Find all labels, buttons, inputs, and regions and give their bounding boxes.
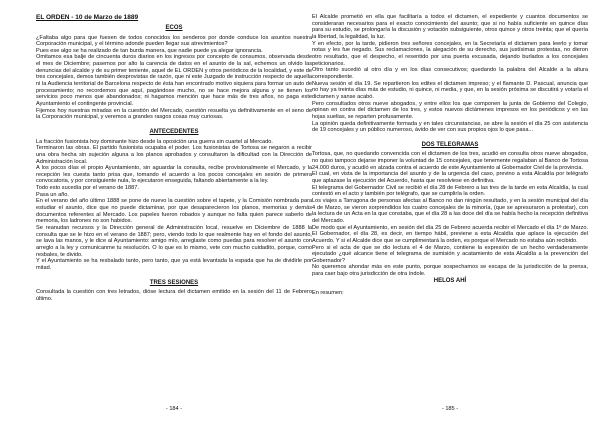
paragraph: Los viajes a Tarragona de personas afectas al Banco no dan ningún resultado, y en la sesión municipal del día 4 de Marzo, se vieron sorprendidos los cuatro concejales de la minoría, (que se apresuraron a protestar), con la lectura de un Acta en la que constaba, que el día 28 a las doce del día se había hecho la recepción definitiva del Mercado.	[312, 197, 588, 224]
paragraph: La fracción fusionista hoy dominante hizo desde la oposición una guerra sin cuartel al Mercado.	[36, 138, 273, 145]
paragraph: El telegrama del Gobernador Civil se recibió el día 28 de Febrero a las tres de la tarde en esta Alcaldía, la cual contestó en el acto y también por telégrafo, que se cumpliría la orden.	[312, 184, 588, 198]
paragraph: Y el Ayuntamiento se ha resbalado tanto, pero tanto, que ya está levantada la espada que ha de dividirle por mitad.	[36, 258, 312, 271]
paragraph: La opinión queda definitivamente formada y en tales circunstancias, se abre la sesión el día 25 con asistencia de 19 concejales y un público numeroso, ávido de ver con sus propios ojos lo que pasa...	[312, 120, 588, 134]
section-heading-helos-ahi: HELOS AHÍ	[433, 277, 467, 284]
right-page	[312, 0, 588, 424]
paragraph: De modo que el Ayuntamiento, en sesión del día 25 de Febrero acuerda recibir el Mercado el día 1º de Marzo. El Gobernador, el día 28, es decir, en tiempo hábil, previene a esta Alcaldía que aplace la ejecución del Acuerdo. Y si el Alcalde dice que se cumplimentará la orden, es porque el Mercado no estaba aún recibido.	[312, 224, 588, 244]
paragraph: Nueva sesión el día 19. Se repartieron los edites el dictamen impreso; y el flamante D. Pascual, anuncia que no hay ya treinta días más de estudio, ni quince, ni media, y que, en la sesión próxima se discutirá y votaría el dictamen y sanse acabó.	[312, 80, 588, 100]
paragraph: Todo esto sucedía por el verano de 1887.	[36, 185, 139, 192]
page-number: - 184 -	[165, 406, 183, 412]
paragraph: Se reanudan recursos y la Dirección general de Administración local, resuelve en Diciembre de 1888 la consulta que se le hizo en el verano de 1887; pero, viendo todo lo que realmente hay en el fondo del asunto, se lava las manos, y le dice al Ayuntamiento: amigo mío, arreglaste como puedas para resolver el asunto con arreglo a la ley y comunicanme tu resolución. O lo que es lo mismo, vete con mucho cuidadito, porque, como resbales, te divido.	[36, 225, 312, 258]
paragraph: A los pocos días el propio Ayuntamiento, sin aguardar la consulta, recibe provisionalmente el Mercado, y la recepción les cuesta tanto prisa que, tomando el acuerdo a los pocos concejales en sesión de primera convocatoria, y por consiguiente nula, lo ejecutaron enseguida, faltando abiertamente a la ley.	[36, 165, 312, 185]
paragraph: Consultada la cuestión con tres letrados, dióse lectura del dictamen emitido en la sesión del 11 de Febrero último.	[36, 289, 312, 302]
paragraph: En el verano del año último 1888 se pone de nuevo la cuestión sobre el tapete, y la Comisión nombrada para estudiar el asunto, dice que no puede dictaminar, por que desaparecieron los planos, memorias y demás documentos referentes al Mercado. Los papeles fueron robados y aunque no falta quien parece saberlo de memoria, los ladrones no son habidos.	[36, 198, 312, 225]
page-number: - 185 -	[441, 406, 459, 412]
paragraph: Y en efecto, por la tarde, pidieron tres señores concejales, en la Secretaría el dictamen para leerlo y tomar notas y les fue negado. Sus reclamaciones, la alegación de su derecho, sus justísimas protestas, no dieron otro resultado, que el despecho, el resentido por una puerta excusada, dejando burlados a los concejales peticionarios.	[312, 40, 588, 67]
left-page	[36, 0, 312, 424]
section-heading-dos-telegramas: DOS TELEGRAMAS	[421, 141, 479, 148]
paragraph: Fijemos hoy nuestras miradas en la cuestión del Mercado, cuestión resuelta ya definitivamente en el seno de la Corporación municipal, y veremos a grandes rasgos cosas muy curiosas.	[36, 107, 312, 121]
paragraph: Terminaron las obras. El partido fusionista ocupaba el poder. Los fusionistas de Tortosa se negaron a recibir una obra hecha sin sujeción alguna a los planos aprobados y consultaron la dificultad con la Dirección de Administración local.	[36, 145, 312, 165]
paragraph: Tortosa, que, no quedando convencida con el dictamen de los tres, acudió en consulta otros nueve abogados, no quiso tampoco dejarse imponer la voluntad de 15 concejales, que tenemente regalaban al Banco de Tortosa 24.000 duros, y acudió en alzada contra el acuerdo de este Ayuntamiento al Gobernador Civil de la provincia.	[312, 151, 588, 171]
paragraph: No queremos ahondar más en este punto, porque sospechamos se escapa de la jurisdicción de la prensa, para caer bajo otra jurisdicción de otra índole.	[312, 264, 588, 278]
section-heading-antecedentes: ANTECEDENTES	[149, 129, 199, 136]
paragraph: El Alcalde prometió en ella que facilitaría a todos el dictamen, el expediente y cuantos documentos se consideraran necesarios para el exacto conocimiento del asunto; que si no había suficiente en quince días para su estudio, se prolongaría la discusión y votación subsiguiente, otros quince y otros treinta; que el quería la libertad, la legalidad, la luz.	[312, 14, 588, 40]
paragraph: Pero si el acta de que se dio lectura el 4 de Marzo, contiene la expresión de un hecho verdaderamente ejecutado ¿qué alcance tiene el telegrama de sumisión y acatamiento de esta Alcaldía a la prevención del Gobernador?	[312, 244, 588, 264]
paragraph: En resumen:	[312, 290, 344, 297]
paragraph: Omitamos esa balje de cincuenta duros diarios en los ingresos por concepto de consumos, observada desde el mes de Diciembre; pasemos por alto la carencia de datos en el asunto de la sal, echemos un olvido las denuncias del alcalde y de su primer teniente, aquel de EL ORDEN y otros periódicos de la localidad, y este de tres concejales, demos también desprovistas de razón, que ni este Juzgado de instrucción respecto de aquella ni la Audiencia territorial de Barcelona respecto de ésta han encontrado motivo siquiera para formar un auto de procesamiento; no recordemos que aquí, pagándose mucho, no se hace mejora alguna y se tienen los servicios poco menos que abandonados; ni hagamos mención que hace más de tres años, no paga este Ayuntamiento el contingente provincial.	[36, 54, 312, 108]
paragraph: El cual, en vista de la importancia del asunto y de la urgencia del caso, previno a esta Alcaldía por telégrafo que aplazase la ejecución del Acuerdo, hasta que resolviese en definitiva.	[312, 171, 588, 184]
paragraph: Pero consultados otros nueve abogados, y entre ellos los que componen la junta de Gobierno del Colegio, opinan en contra del dictamen de los tres, y estos nuevos dictámenes impresos en los periódicos y en las hojas sueltas, se reparten profusamente.	[312, 100, 588, 120]
paragraph: ¿Faltaba algo para que fuesen de todos conocidos los senderos por donde conduce los asuntos nuestra Corporación municipal, y el término adonde pueden llegar sus atrevimientos?	[36, 34, 312, 48]
paragraph: Otro tanto sucedió al otro día y en los días consecutivos; quedando la palabra del Alcalde a la altura correspondiente.	[312, 67, 588, 80]
document-title: EL ORDEN - 10 de Marzo de 1889	[36, 14, 139, 21]
paragraph: Pasa un año.	[36, 191, 69, 198]
section-heading-ecos: ECOS	[165, 25, 183, 31]
paragraph: Pues ese algo se ha realizado de tan burda manera, que nadie puede ya alegar ignorancia.	[36, 47, 263, 54]
section-heading-tres-sesiones: TRES SESIONES	[149, 279, 199, 286]
